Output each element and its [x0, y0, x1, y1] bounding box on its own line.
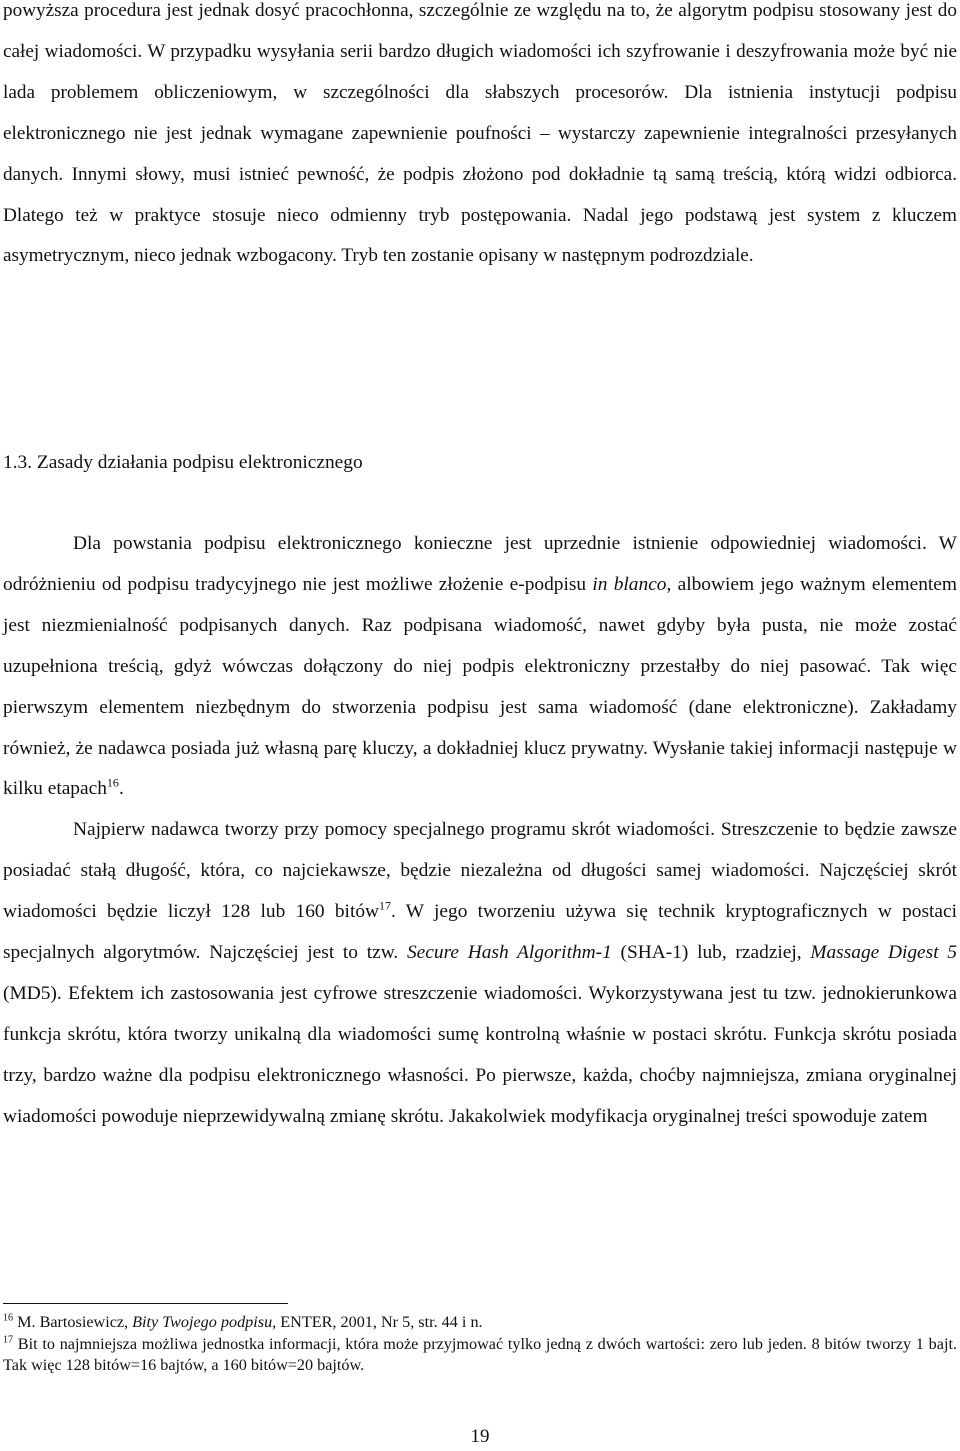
paragraph-text: Dla powstania podpisu elektronicznego konieczne jest uprzednie istnienie odpowiedniej wiadomości. W odróżnieniu od podpisu tradycyjnego nie jest możliwe złożenie e-podpisu	[3, 533, 957, 595]
footnote	[3, 1312, 957, 1334]
footnote-text: , ENTER, 2001, Nr 5, str. 44 i n.	[272, 1313, 483, 1331]
footnote-separator	[3, 1303, 288, 1304]
section-body	[3, 524, 957, 1138]
paragraph-continued: powyższa procedura jest jednak dosyć pracochłonna, szczególnie ze względu na to, że algorytm podpisu stosowany jest do całej wiadomości. W przypadku wysyłania serii bardzo długich wiadomości ich szyfrowanie i deszyfrowania może być nie lada problemem obliczeniowym, w szczególności dla słabszych procesorów. Dla istnienia instytucji podpisu elektronicznego nie jest jednak wymagane zapewnienie poufności – wystarczy zapewnienie integralności przesyłanych danych. Innymi słowy, musi istnieć pewność, że podpis złożono pod dokładnie tą samą treścią, którą widzi odbiorca. Dlatego też w praktyce stosuje nieco odmienny tryb postępowania. Nadal jego podstawą jest system z kluczem asymetrycznym, nieco jednak wzbogacony. Tryb ten zostanie opisany w następnym podrozdziale.	[3, 0, 957, 267]
footnotes	[3, 1312, 957, 1377]
footnote-ref[interactable]: 16	[106, 775, 119, 790]
paragraph-text: . W jego tworzeniu używa się technik kryptograficznych w postaci specjalnych algorytmów. Najczęściej jest to tzw.	[3, 901, 958, 964]
italic-title: Bity Twojego podpisu	[132, 1313, 273, 1331]
footnote-number: 16	[3, 1312, 14, 1324]
footnote-ref[interactable]: 17	[379, 898, 392, 913]
paragraph-text: , albowiem jego ważnym elementem jest niezmienialność podpisanych danych. Raz podpisana wiadomość, nawet gdyby była pusta, nie może zostać uzupełniona treścią, gdyż wówczas dołączony do niej podpis elektroniczny przestałby do niej pasować. Tak więc pierwszym elementem niezbędnym do stworzenia podpisu jest sama wiadomość (dane elektroniczne). Zakładamy również, że nadawca posiada już własną parę kluczy, a dokładniej klucz prywatny. Wysłanie takiej informacji następuje w kilku etapach	[3, 573, 957, 800]
footnote	[3, 1334, 957, 1377]
italic-term: in blanco	[592, 573, 667, 595]
document-page	[3, 0, 957, 1451]
paragraph	[3, 810, 957, 1137]
section-heading: 1.3. Zasady działania podpisu elektronicznego	[3, 452, 363, 473]
italic-term: Secure Hash Algorithm-1	[406, 942, 612, 964]
paragraph	[3, 524, 957, 810]
paragraph-text: Najpierw nadawca tworzy przy pomocy specjalnego programu skrót wiadomości. Streszczenie to będzie zawsze posiadać stałą długość, która, co najciekawsze, będzie niezależna od długości samej wiadomości. Najczęściej skrót wiadomości będzie liczył 128 lub 160 bitów	[3, 819, 957, 923]
footnote-text: M. Bartosiewicz,	[13, 1313, 133, 1331]
page-number: 19	[470, 1426, 490, 1447]
paragraph-text: (SHA-1) lub, rzadziej,	[611, 942, 811, 964]
paragraph-text: (MD5). Efektem ich zastosowania jest cyfrowe streszczenie wiadomości. Wykorzystywana jest tu tzw. jednokierunkowa funkcja skrótu, która tworzy unikalną dla wiadomości sumę kontrolną właśnie w postaci skrótu. Funkcja skrótu posiada trzy, bardzo ważne dla podpisu elektronicznego własności. Po pierwsze, każda, choćby najmniejsza, zmiana oryginalnej wiadomości powoduje nieprzewidywalną zmianę skrótu. Jakakolwiek modyfikacja oryginalnej treści spowoduje zatem	[3, 982, 957, 1127]
footnote-text: Bit to najmniejsza możliwa jednostka informacji, która może przyjmować tylko jedną z dwóch wartości: zero lub jeden. 8 bitów tworzy 1 bajt. Tak więc 128 bitów=16 bajtów, a 160 bitów=20 bajtów.	[3, 1334, 957, 1374]
italic-term: Massage Digest 5	[810, 942, 957, 964]
footnote-number: 17	[3, 1334, 14, 1346]
paragraph-text: .	[118, 778, 124, 800]
